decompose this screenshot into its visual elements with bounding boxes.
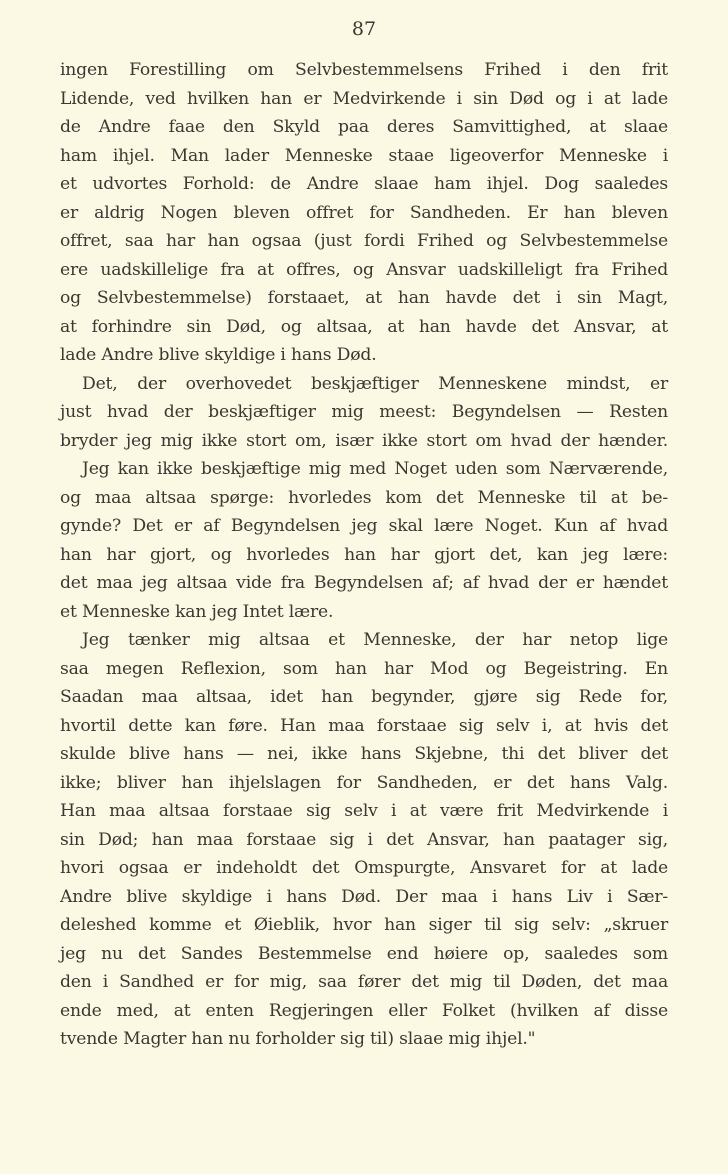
- text-line: tvende Magter han nu forholder sig til) slaae mig ihjel.": [60, 1029, 536, 1049]
- page-number: 87: [351, 18, 377, 40]
- text-line: bryder jeg mig ikke stort om, især ikke stort om hvad der hænder.: [60, 430, 668, 451]
- text-line: hvori ogsaa er indeholdt det Omspurgte, Ansvaret for at lade: [60, 858, 668, 878]
- text-line: at forhindre sin Død, og altsaa, at han havde det Ansvar, at: [60, 316, 668, 337]
- text-line: de Andre faae den Skyld paa deres Samvittighed, at slaae: [60, 117, 668, 137]
- text-line: Han maa altsaa forstaae sig selv i at være frit Medvirkende i: [60, 801, 668, 821]
- text-line: skulde blive hans — nei, ikke hans Skjebne, thi det bliver det: [60, 744, 668, 764]
- text-line: deleshed komme et Øieblik, hvor han siger til sig selv: „skruer: [60, 915, 668, 935]
- text-line: det maa jeg altsaa vide fra Begyndelsen af; af hvad der er hændet: [60, 573, 668, 593]
- text-line: hvortil dette kan føre. Han maa forstaae sig selv i, at hvis det: [60, 715, 668, 736]
- text-line: just hvad der beskjæftiger mig meest: Begyndelsen — Resten: [60, 402, 668, 422]
- text-line: ingen Forestilling om Selvbestemmelsens Frihed i den frit: [60, 60, 668, 80]
- text-line: ere uadskillelige fra at offres, og Ansvar uadskilleligt fra Frihed: [60, 259, 668, 280]
- text-line: Lidende, ved hvilken han er Medvirkende i sin Død og i at lade: [60, 88, 668, 109]
- text-line: et udvortes Forhold: de Andre slaae ham ihjel. Dog saaledes: [60, 174, 668, 194]
- text-line: offret, saa har han ogsaa (just fordi Frihed og Selvbestemmelse: [60, 231, 668, 251]
- body-text: [60, 56, 668, 1054]
- text-line: saa megen Reflexion, som han har Mod og Begeistring. En: [60, 658, 668, 679]
- text-line: den i Sandhed er for mig, saa fører det mig til Døden, det maa: [60, 972, 668, 992]
- text-line: Andre blive skyldige i hans Død. Der maa i hans Liv i Sær-: [60, 886, 668, 907]
- text-line: Saadan maa altsaa, idet han begynder, gjøre sig Rede for,: [60, 687, 668, 707]
- text-line: han har gjort, og hvorledes han har gjort det, kan jeg lære:: [60, 544, 668, 565]
- text-line: ham ihjel. Man lader Menneske staae ligeoverfor Menneske i: [60, 145, 668, 166]
- text-line: Jeg kan ikke beskjæftige mig med Noget uden som Nærværende,: [82, 459, 668, 479]
- text-line: jeg nu det Sandes Bestemmelse end høiere op, saaledes som: [60, 943, 668, 964]
- text-line: et Menneske kan jeg Intet lære.: [60, 601, 334, 622]
- text-line: og maa altsaa spørge: hvorledes kom det Menneske til at be-: [60, 487, 668, 508]
- text-line: er aldrig Nogen bleven offret for Sandheden. Er han bleven: [60, 202, 668, 223]
- text-line: lade Andre blive skyldige i hans Død.: [60, 345, 377, 365]
- text-line: sin Død; han maa forstaae sig i det Ansvar, han paatager sig,: [60, 829, 668, 850]
- text-line: ikke; bliver han ihjelslagen for Sandheden, er det hans Valg.: [60, 772, 668, 793]
- text-line: og Selvbestemmelse) forstaaet, at han havde det i sin Magt,: [60, 288, 668, 308]
- text-line: Jeg tænker mig altsaa et Menneske, der har netop lige: [82, 630, 668, 650]
- text-line: ende med, at enten Regjeringen eller Folket (hvilken af disse: [60, 1000, 668, 1021]
- text-line: gynde? Det er af Begyndelsen jeg skal lære Noget. Kun af hvad: [60, 516, 668, 536]
- text-line: Det, der overhovedet beskjæftiger Menneskene mindst, er: [82, 373, 668, 394]
